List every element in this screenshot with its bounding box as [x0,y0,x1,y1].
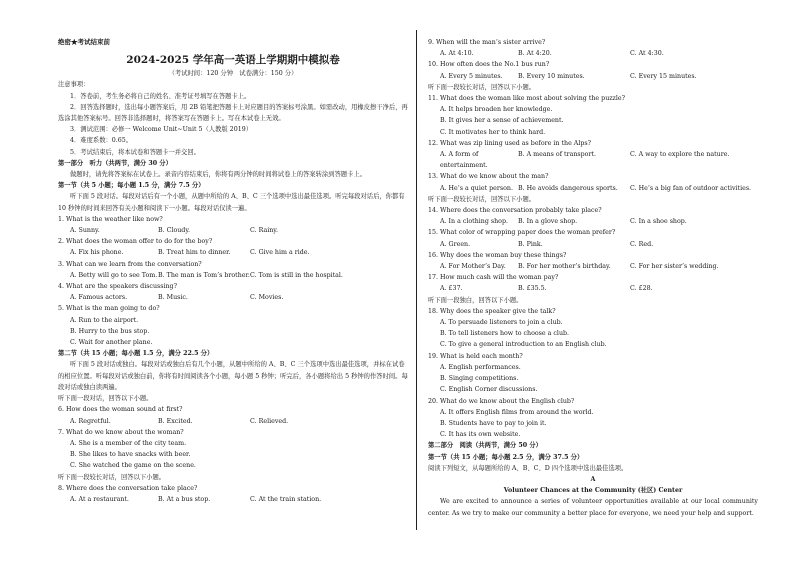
question-group [58,214,408,348]
listen-prompt: 听下面一段较长对话，回答以下小题。 [58,473,166,481]
exam-subtitle: （考试时间：120 分钟 试卷满分：150 分） [168,70,298,78]
answer-option: B. Treat him to dinner. [158,249,231,257]
answer-option: C. Every 15 minutes. [630,72,697,80]
passage-text: We are excited to announce a series of volunteer opportunities available at our local community center. As we try to make our community a better place for everyone, we need your help and support. [428,498,758,517]
option-row [58,270,408,281]
part2-instruction: 阅读下列短文，从每题所给的 A、B、C、D 四个选项中选出最佳选项。 [428,464,628,472]
answer-option: C. Movies. [250,294,284,302]
answer-option: B. £35.5. [518,285,547,293]
part2-heading: 第二部分 阅读（共两节，满分 50 分） [428,442,542,450]
question-group [428,37,758,82]
answer-option: A. At a restaurant. [70,495,129,503]
exam-title: 2024-2025 学年高一英语上学期期中模拟卷 [126,54,340,67]
answer-option: A. At 4:10. [440,50,474,58]
answer-option: A. Betty will go to see Tom. [70,271,158,279]
question-text: 8. Where does the conversation take place? [58,484,198,492]
section2-heading: 第二节（共 15 小题；每小题 1.5 分，满分 22.5 分） [58,350,214,358]
question-text: 4. What are the speakers discussing? [58,283,177,291]
answer-option: C. It has its own website. [440,431,521,439]
answer-option: A. He’s a quiet person. [440,184,513,192]
answer-option: C. For her sister’s wedding. [630,263,719,271]
answer-option: B. Cloudy. [158,227,191,235]
answer-option: C. He’s a big fan of outdoor activities. [630,184,752,192]
answer-option: A. Every 5 minutes. [440,72,503,80]
answer-option: A. Fix his phone. [70,249,124,257]
answer-option: A. £37. [440,285,463,293]
notes-heading: 注意事项： [58,81,90,89]
option-row [58,416,408,427]
question-text: 2. What does the woman offer to do for the boy? [58,238,213,246]
section1-heading: 第一节（共 5 小题；每小题 1.5 分，满分 7.5 分） [58,182,205,190]
answer-option: B. Music. [158,294,188,302]
question-group [428,306,758,440]
left-column [58,37,408,505]
answer-option: B. He avoids dangerous sports. [518,184,618,192]
note-item: 3．测试范围：必修一 Welcome Unit~Unit 5（人教版 2019） [70,126,253,134]
answer-option: B. The man is Tom’s brother. [158,271,250,279]
answer-option: A. Run to the airport. [70,316,139,324]
answer-option: B. Pink. [518,240,543,248]
note-item: 4．难度系数：0.65。 [70,137,133,145]
option-row [58,494,408,505]
option-row [428,216,758,227]
answer-option: C. At the train station. [250,495,322,503]
answer-option: A. Famous actors. [70,294,128,302]
question-text: 12. What was zip lining used as before in the Alps? [428,139,591,147]
question-text: 17. How much cash will the woman pay? [428,274,559,282]
question-text: 11. What does the woman like most about solving the puzzle? [428,95,625,103]
answer-option: B. Students have to pay to join it. [440,419,547,427]
answer-option: A. It helps broaden her knowledge. [440,106,553,114]
question-text: 15. What color of wrapping paper does the woman prefer? [428,229,616,237]
question-group [428,205,758,295]
answer-option: B. Excited. [158,417,193,425]
answer-option: C. Relieved. [250,417,289,425]
answer-option: C. Give him a ride. [250,249,310,257]
answer-option: A. Green. [440,240,471,248]
option-row [428,283,758,294]
question-text: 3. What can we learn from the conversation? [58,260,202,268]
question-group [428,93,758,194]
answer-option: B. For her mother’s birthday. [518,263,611,271]
part1-instruction: 做题时，请先将答案标在试卷上。录音内容结束后，你将有两分钟的时间将试卷上的答案转涂到答题卡上。 [70,171,366,179]
listen-prompt: 听下面一段较长对话，回答以下小题。 [428,195,536,203]
option-row [428,71,758,82]
question-text: 7. What do we know about the woman? [58,428,184,436]
note-item: 1．答卷前，考生务必将自己的姓名、准考证号填写在答题卡上。 [70,92,251,100]
right-column [428,37,758,519]
question-text: 14. Where does the conversation probably take place? [428,207,602,215]
answer-option: C. Tom is still in the hospital. [250,271,343,279]
section1-instruction: 听下面 5 段对话。每段对话后有一个小题，从题中所给的 A、B、C 三个选项中选出最佳选项。听完每段对话后，你都有 10 秒钟的时间来回答有关小题和阅读下一小题。每段对话仅读一遍。 [58,193,405,212]
listen-prompt: 听下面一段较长对话，回答以下小题。 [428,83,536,91]
answer-option: A. She is a member of the city team. [70,439,187,447]
answer-option: C. A way to explore the nature. [630,151,730,159]
option-row [428,48,758,59]
answer-option: A. For Mother’s Day. [440,263,506,271]
answer-option: C. To give a general introduction to an English club. [440,341,607,349]
answer-option: A. A form of entertainment. [440,151,488,170]
passage-letter: A [590,475,596,483]
answer-option: C. At 4:30. [630,50,664,58]
option-row [58,292,408,303]
section2-instruction: 听下面 5 段对话或独白。每段对话或独白后有几个小题，从题中所给的 A、B、C 三个选项中选出最佳选项，并标在试卷的相应位置。听每段对话或独白前，你将有时间阅读各个小题，每小题 5 秒钟；听完后，各小题将给出 5 秒钟的作答时间。每段对话或独白读两遍。 [58,361,408,391]
answer-option: C. English Corner discussions. [440,386,538,394]
question-text: 1. What is the weather like now? [58,215,163,223]
answer-option: B. Every 10 minutes. [518,72,585,80]
answer-option: A. English performances. [440,363,521,371]
option-row [428,149,758,171]
option-row [58,225,408,236]
answer-option: A. To persuade listeners to join a club. [440,319,563,327]
question-text: 5. What is the man going to do? [58,305,160,313]
question-group [58,483,408,505]
answer-option: B. In a glove shop. [518,218,578,226]
answer-option: A. It offers English films from around the world. [440,408,594,416]
question-text: 6. How does the woman sound at first? [58,406,183,414]
answer-option: A. Regretful. [70,417,111,425]
option-row [428,183,758,194]
answer-option: B. To tell listeners how to choose a club. [440,330,570,338]
option-row [58,247,408,258]
secret-label: 绝密★考试结束前 [58,38,110,46]
listen-prompt: 听下面一段对话，回答以下小题。 [58,395,153,403]
question-text: 16. Why does the woman buy these things? [428,251,567,259]
listen-prompt: 听下面一段独白，回答以下小题。 [428,296,523,304]
question-group [58,404,408,471]
answer-option: B. At a bus stop. [158,495,211,503]
answer-option: C. £28. [630,285,653,293]
answer-option: C. In a shoe shop. [630,218,687,226]
answer-option: C. It motivates her to think hard. [440,128,546,136]
answer-option: B. At 4:20. [518,50,552,58]
answer-option: C. Red. [630,240,654,248]
note-item: 5．考试结束后，将本试卷和答题卡一并交回。 [70,148,200,156]
question-text: 10. How often does the No.1 bus run? [428,61,550,69]
question-text: 9. When will the man’s sister arrive? [428,39,546,46]
question-text: 18. Why does the speaker give the talk? [428,307,556,315]
passage-title: Volunteer Chances at the Community (社区) Center [503,487,683,495]
answer-option: A. Sunny. [70,227,100,235]
part1-heading: 第一部分 听力（共两节，满分 30 分） [58,159,172,167]
question-text: 20. What do we know about the English club? [428,397,575,405]
question-text: 19. What is held each month? [428,352,523,360]
option-row [428,239,758,250]
part2-section1-heading: 第一节（共 15 小题；每小题 2.5 分，满分 37.5 分） [428,453,584,461]
answer-option: C. She watched the game on the scene. [70,462,196,470]
column-divider [416,30,417,530]
answer-option: B. She likes to have snacks with beer. [70,451,191,459]
answer-option: C. Wait for another plane. [70,339,153,347]
question-text: 13. What do we know about the man? [428,173,549,181]
option-row [428,261,758,272]
answer-option: B. Hurry to the bus stop. [70,327,150,335]
answer-option: B. A means of transport. [518,151,596,159]
answer-option: C. Rainy. [250,227,279,235]
note-item: 2．回答选择题时，选出每小题答案后，用 2B 铅笔把答题卡上对应题目的答案标号涂黑。如需改动，用橡皮擦干净后，再选涂其他答案标号。回答非选择题时，将答案写在答题卡上。写在本试卷上无效。 [58,103,408,123]
answer-option: B. Singing competitions. [440,375,519,383]
answer-option: A. In a clothing shop. [440,218,508,226]
answer-option: B. It gives her a sense of achievement. [440,117,564,125]
